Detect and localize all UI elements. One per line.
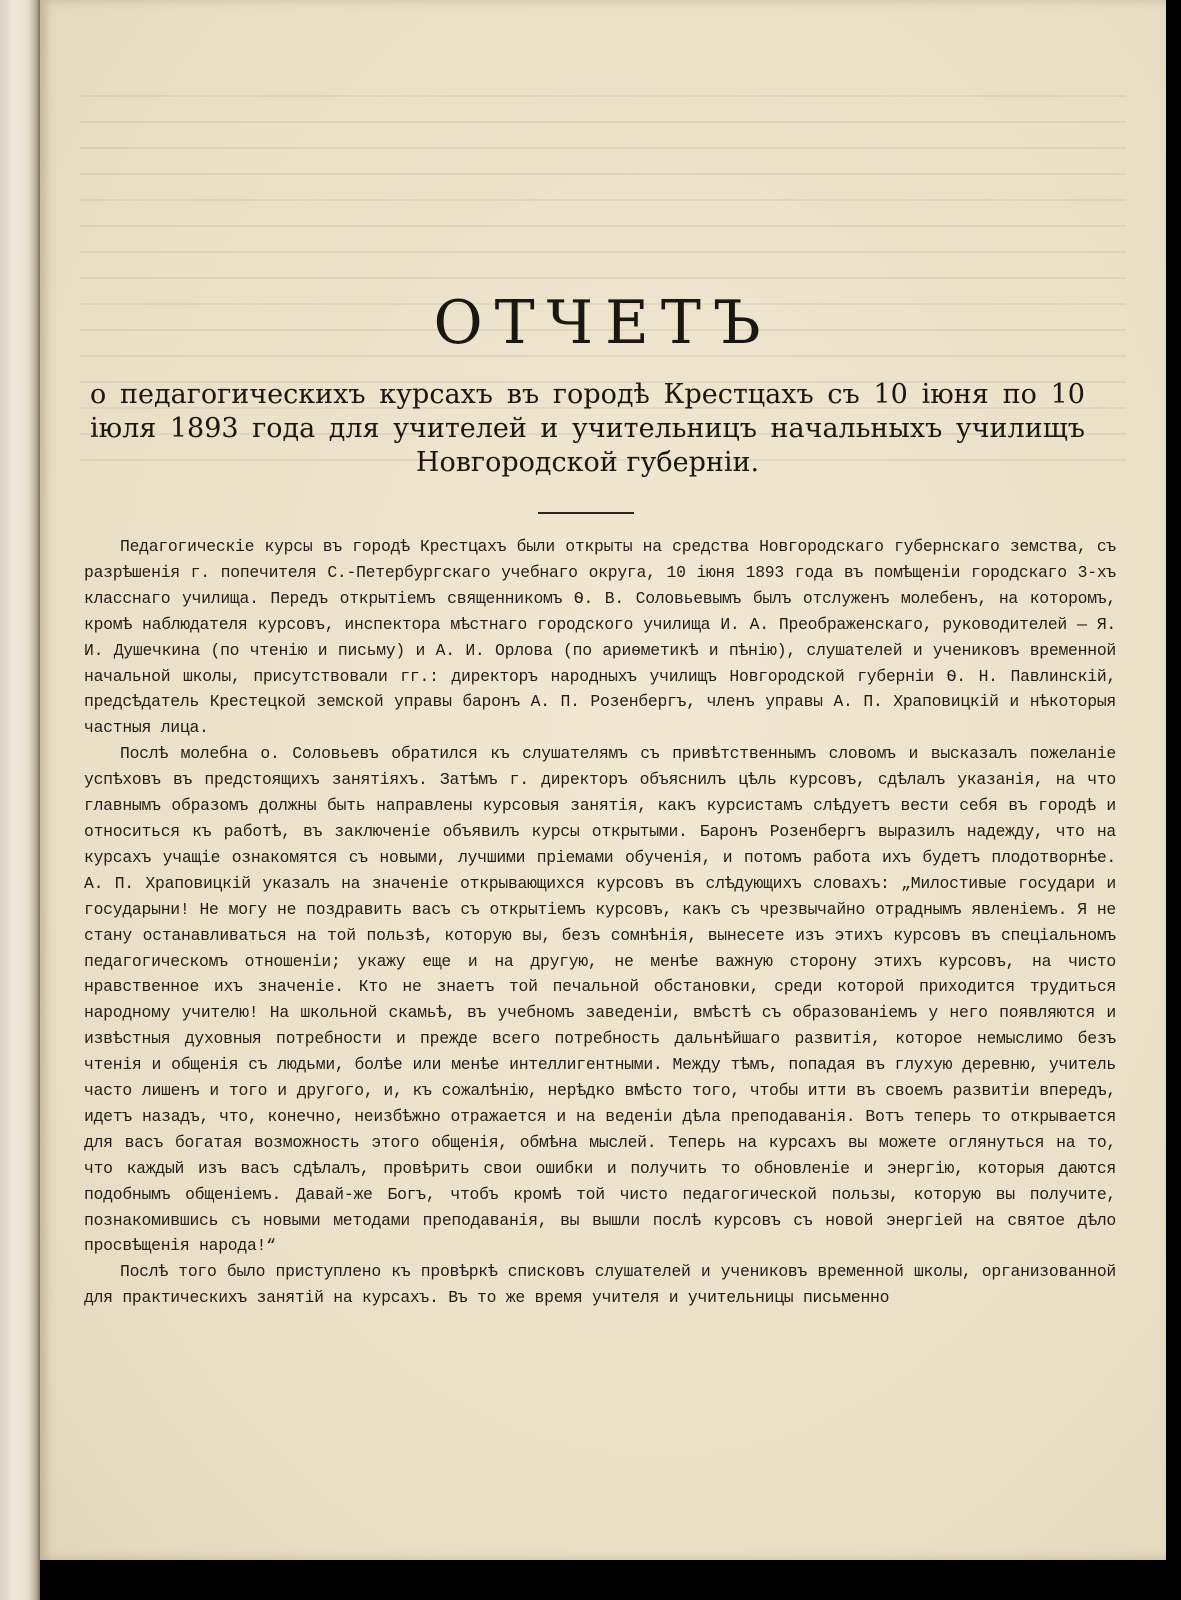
paragraph: Послѣ того было приступлено къ провѣркѣ списковъ слушателей и учениковъ временной школы, организованной для практическихъ занятій на курсахъ. Въ то же время учителя и учительницы письменно (84, 1262, 1116, 1308)
document-subtitle: о педагогическихъ курсахъ въ городѣ Крестцахъ съ 10 іюня по 10 іюля 1893 года для учителей и учительницъ начальныхъ училищъ Новгородской губерніи. (90, 379, 1085, 478)
paragraph: Педагогическіе курсы въ городѣ Крестцахъ были открыты на средства Новгородскаго губернскаго земства, съ разрѣшенія г. попечителя С.-Петербургскаго учебнаго округа, 10 іюня 1893 года въ помѣщеніи городскаго 3-хъ класснаго училища. Передъ открытіемъ священникомъ Ѳ. В. Соловьевымъ былъ отслуженъ молебенъ, на которомъ, кромѣ наблюдателя курсовъ, инспектора мѣстнаго городского училища И. А. Преображенскаго, руководителей — Я. И. Душечкина (по чтенію и письму) и А. И. Орлова (по ариѳметикѣ и пѣнію), слушателей и учениковъ временной начальной школы, присутствовали гг.: директоръ народныхъ училищъ Новгородской губерніи Ѳ. Н. Павлинскій, предсѣдатель Крестецкой земской управы баронъ А. П. Розенбергъ, членъ управы А. П. Храповицкій и нѣкоторыя частныя лица. (84, 537, 1116, 738)
document-page (40, 0, 1166, 1560)
binding-edge (0, 0, 40, 1600)
paragraph: Послѣ молебна о. Соловьевъ обратился къ слушателямъ съ привѣтственнымъ словомъ и высказалъ пожеланіе успѣховъ въ предстоящихъ занятіяхъ. Затѣмъ г. директоръ объяснилъ цѣль курсовъ, сдѣлалъ указанія, на что главнымъ образомъ должны быть направлены курсовыя занятія, какъ курсистамъ слѣдуетъ вести себя въ городѣ и относиться къ работѣ, въ заключеніе объявилъ курсы открытыми. Баронъ Розенбергъ выразилъ надежду, что на курсахъ учащіе ознакомятся съ новыми, лучшими пріемами обученія, и потомъ работа ихъ будетъ плодотворнѣе. А. П. Храповицкій указалъ на значеніе открывающихся курсовъ въ слѣдующихъ словахъ: „Милостивые государи и государыни! Не могу не поздравить васъ съ открытіемъ курсовъ, какъ съ чрезвычайно отраднымъ явленіемъ. Я не стану останавливаться на той пользѣ, которую вы, безъ сомнѣнія, вынесете изъ этихъ курсовъ въ спеціальномъ педагогическомъ отношеніи; укажу еще и на другую, не менѣе важную сторону этихъ курсовъ, на чисто нравственное ихъ значеніе. Кто не знаетъ той печальной обстановки, среди которой приходится трудиться народному учителю! На школьной скамьѣ, въ учебномъ заведеніи, вмѣстѣ съ образованіемъ у него появляются и извѣстныя духовныя потребности и прежде всего потребность дальнѣйшаго развитія, которое немыслимо безъ чтенія и общенія съ людьми, болѣе или менѣе интеллигентными. Между тѣмъ, попадая въ глухую деревню, учитель часто лишенъ и того и другого, и, къ сожалѣнію, нерѣдко вмѣсто того, чтобы итти въ своемъ развитіи впередъ, идетъ назадъ, что, конечно, неизбѣжно отражается и на веденіи дѣла преподаванія. Вотъ теперь то открывается для васъ богатая возможность этого общенія, обмѣна мыслей. Теперь на курсахъ вы можете оглянуться на то, что каждый изъ васъ сдѣлалъ, провѣрить свои ошибки и получить то обновленіе и энергію, которыя даются подобнымъ общеніемъ. Давай-же Богъ, чтобъ кромѣ той чисто педагогической пользы, которую вы получите, познакомившись съ новыми методами преподаванія, вы вышли послѣ курсовъ съ новой энергіей на святое дѣло просвѣщенія народа!“ (84, 744, 1116, 1256)
body-text (84, 534, 1116, 1311)
document-title: ОТЧЕТЪ (433, 288, 773, 358)
title-divider (538, 512, 634, 514)
